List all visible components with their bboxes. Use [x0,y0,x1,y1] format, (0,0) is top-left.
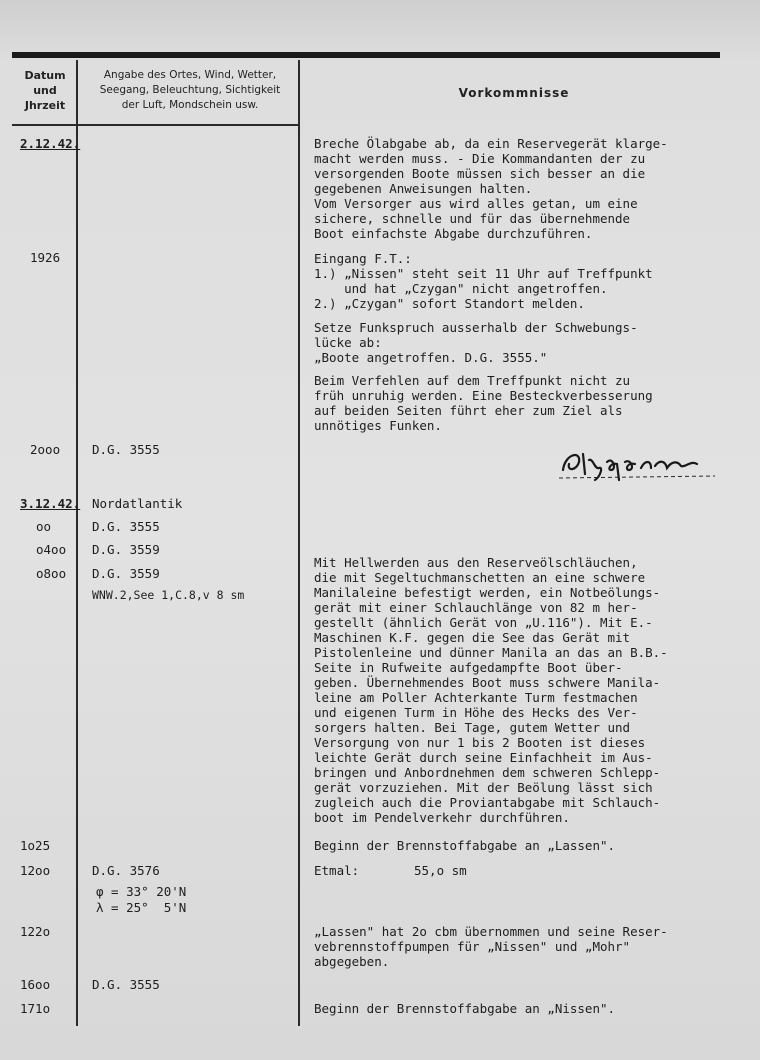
weather-entry: WNW.2,See 1,C.8,v 8 sm [92,588,245,602]
etmal-value: 55,o sm [414,863,467,878]
date-entry: 3.12.42. [20,496,81,511]
time-entry: 171o [20,1001,51,1016]
event-text: Beginn der Brennstoffabgabe an „Lassen". [314,838,616,853]
header-place-column [82,68,298,113]
header-date-column [14,68,76,113]
longitude-entry: λ = 25° 5'N [96,900,187,915]
top-rule [12,52,720,58]
place-entry: D.G. 3555 [92,977,160,992]
header-place-line: der Luft, Mondschein usw. [121,99,259,111]
header-events-column: Vorkommnisse [458,86,570,100]
header-place-line: Seegang, Beleuchtung, Sichtigkeit [99,84,281,96]
place-entry: D.G. 3559 [92,542,160,557]
event-text: Beginn der Brennstoffabgabe an „Nissen". [314,1001,616,1016]
date-entry: 2.12.42. [20,136,81,151]
time-entry: 1926 [30,250,61,265]
column-divider-1 [76,60,78,1026]
header-date-line: Jhrzeit [24,99,66,112]
signature-image [555,440,720,484]
place-entry: Nordatlantik [92,496,183,511]
time-entry: o8oo [36,566,67,581]
time-entry: 1o25 [20,838,51,853]
place-entry: D.G. 3555 [92,519,160,534]
etmal-label: Etmal: [314,863,360,878]
header-place-line: Angabe des Ortes, Wind, Wetter, [103,69,277,81]
header-rule [12,124,298,126]
header-date-line: und [33,84,57,97]
place-entry: D.G. 3559 [92,566,160,581]
place-entry: D.G. 3555 [92,442,160,457]
time-entry: 2ooo [30,442,61,457]
event-text: Setze Funkspruch ausserhalb der Schwebungs- lücke ab: „Boote angetroffen. D.G. 3555." [314,320,638,365]
event-text: Mit Hellwerden aus den Reserveölschläuchen, die mit Segeltuchmanschetten an eine schwere Manilaleine befestigt werden, ein Notbeölungs- gerät mit einer Schlauchlänge von 82 m her- gestellt (ähnlich Gerät von „U.116"). Mit E.- Maschinen K.F. gegen die See das Gerät mit Pistolenleine und dünner Manila an das an B.B.- Seite in Rufweite aufgedampfte Boot über- geben. Übernehmendes Boot muss schwere Manila- leine am Poller Achterkante Turm festmachen und eigenen Turm in Höhe des Hecks des Ver- sorgers halten. Bei Tage, gutem Wetter und Versorgung von nur 1 bis 2 Booten ist dieses leichte Gerät durch seine Einfachheit im Aus- bringen und Anbordnehmen dem schweren Schlepp- gerät vorzuziehen. Mit der Beölung lässt sich zugleich auch die Proviantabgabe mit Schlauch- boot im Pendelverkehr durchführen. [314,555,668,825]
time-entry: 16oo [20,977,51,992]
column-divider-2 [298,60,300,1026]
time-entry: o4oo [36,542,67,557]
place-entry: D.G. 3576 [92,863,160,878]
event-text: Eingang F.T.: 1.) „Nissen" steht seit 11 Uhr auf Treffpunkt und hat „Czygan" nicht angetroffen. 2.) „Czygan" sofort Standort melden. [314,251,653,311]
time-entry: oo [36,519,52,534]
time-entry: 12oo [20,863,51,878]
event-text: Breche Ölabgabe ab, da ein Reservegerät klarge- macht werden muss. - Die Kommandanten der zu versorgenden Boote müssen sich besser an die gegebenen Anweisungen halten. Vom Versorger aus wird alles getan, um eine sichere, schnelle und für das übernehmende Boot einfachste Abgabe durchzuführen. [314,136,668,241]
latitude-entry: φ = 33° 20'N [96,884,187,899]
header-date-line: Datum [24,69,66,82]
event-text: Beim Verfehlen auf dem Treffpunkt nicht zu früh unruhig werden. Eine Besteckverbesserung auf beiden Seiten führt eher zum Ziel als unnötiges Funken. [314,373,653,433]
event-text: „Lassen" hat 2o cbm übernommen und seine Reser- vebrennstoffpumpen für „Nissen" und „Mohr" abgegeben. [314,924,668,969]
time-entry: 122o [20,924,51,939]
